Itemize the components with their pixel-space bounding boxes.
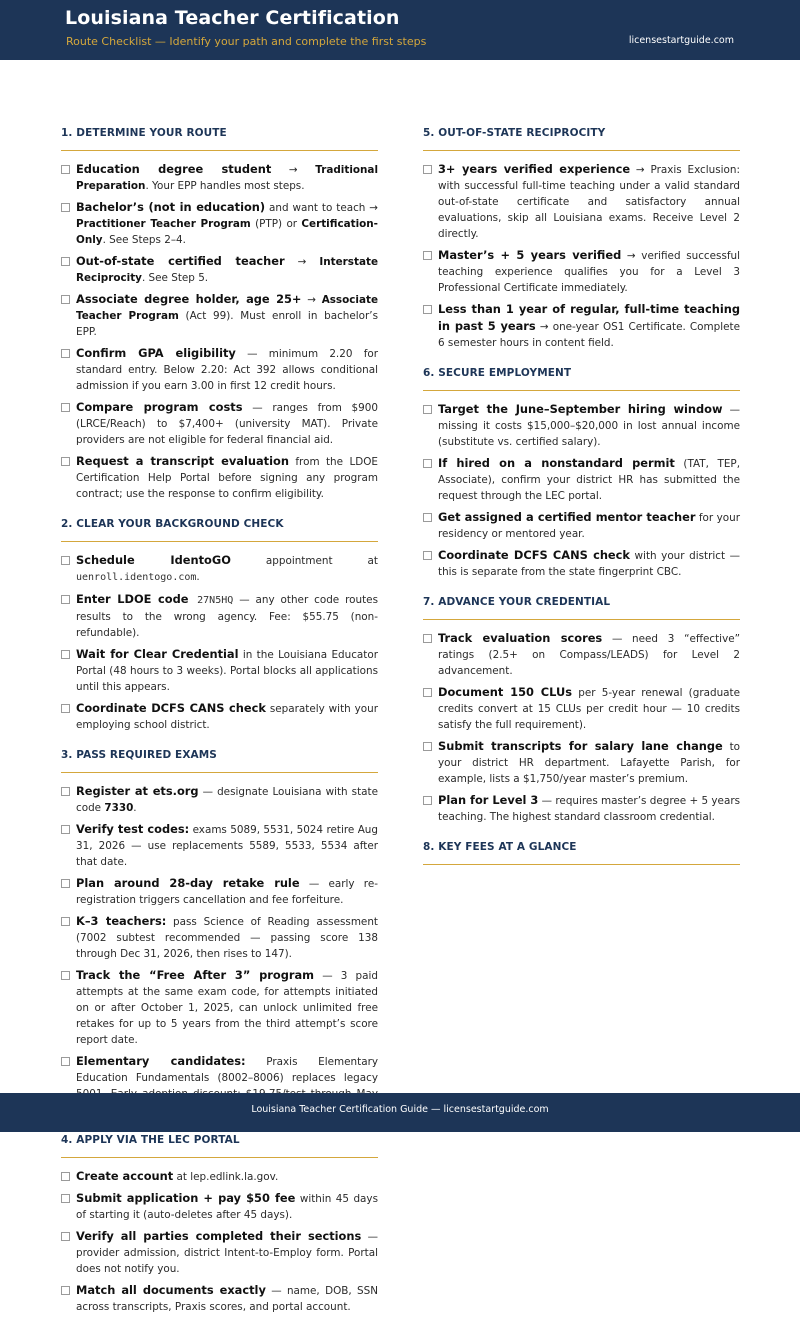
item-text: to your district HR department. Lafayette Parish, for example, lists a $1,750/year master’s premium.: [438, 741, 740, 785]
checkbox-icon[interactable]: [61, 1057, 70, 1066]
checkbox-icon[interactable]: [61, 1194, 70, 1203]
item-title: Get assigned a certified mentor teacher: [438, 510, 696, 524]
page-header: [0, 0, 800, 60]
item-title: Plan for Level 3: [438, 793, 539, 807]
item-text: and want to teach →: [265, 202, 379, 214]
section-heading: 6. SECURE EMPLOYMENT: [423, 356, 740, 391]
item-title: Out-of-state certified teacher: [76, 254, 285, 268]
item-title: If hired on a nonstandard permit: [438, 456, 675, 470]
item-text: . See Step 5.: [141, 272, 209, 284]
item-title: Wait for Clear Credential: [76, 647, 239, 661]
checkbox-icon[interactable]: [61, 971, 70, 980]
item-text: .: [196, 571, 200, 583]
item-text: with your district — this is separate from the state fingerprint CBC.: [438, 550, 740, 578]
left-column: [61, 118, 378, 1320]
item-code: 27N5HQ: [188, 595, 234, 606]
item-title: Target the June–September hiring window: [438, 402, 723, 416]
item-title: Create account: [76, 1169, 174, 1183]
checklist-item: [61, 345, 378, 394]
item-emphasis: Interstate Reciprocity: [76, 256, 378, 284]
item-text: → one-year OS1 Certificate. Complete 6 semester hours in content field.: [438, 321, 741, 349]
checklist-item: [61, 967, 378, 1048]
section-heading: 8. KEY FEES AT A GLANCE: [423, 830, 740, 865]
item-title: Associate degree holder, age 25+: [76, 292, 302, 306]
item-title: Plan around 28-day retake rule: [76, 876, 300, 890]
item-text: separately with your employing school district.: [76, 703, 378, 731]
checklist-item: [61, 783, 378, 816]
checklist-item: [423, 401, 740, 450]
right-column: [423, 118, 740, 875]
checkbox-icon[interactable]: [61, 1232, 70, 1241]
item-text: — any other code routes results to the wrong agency. Fee: $55.75 (non-refundable).: [76, 594, 378, 639]
checklist-item: [61, 875, 378, 908]
item-text: from the LDOE Certification Help Portal before signing any program contract; use the response to confirm eligibility.: [76, 456, 378, 500]
checkbox-icon[interactable]: [423, 634, 432, 643]
checkbox-icon[interactable]: [61, 295, 70, 304]
item-title: Elementary candidates:: [76, 1054, 246, 1068]
checkbox-icon[interactable]: [423, 551, 432, 560]
checklist-item: [61, 552, 378, 586]
checklist-item: [61, 700, 378, 733]
checkbox-icon[interactable]: [423, 305, 432, 314]
section-heading: 1. DETERMINE YOUR ROUTE: [61, 118, 378, 151]
item-text: for your residency or mentored year.: [438, 512, 740, 540]
item-text: .: [133, 802, 137, 814]
checkbox-icon[interactable]: [423, 513, 432, 522]
item-title: Verify all parties completed their sections: [76, 1229, 362, 1243]
item-text: — 3 paid attempts at the same exam code, for attempts initiated on or after October 1, 2025, can unlock unlimited free retakes for up to 5 years from the third attempt’s score report date.: [76, 970, 378, 1046]
item-title: Education degree student: [76, 162, 272, 176]
item-title: Enter LDOE code: [76, 592, 189, 606]
item-text: . Your EPP handles most steps.: [145, 180, 305, 192]
item-text: (PTP) or: [250, 218, 302, 230]
item-text: — early re-registration triggers cancellation and fee forfeiture.: [76, 878, 378, 906]
page-footer: Louisiana Teacher Certification Guide — licensestartguide.com: [0, 1093, 800, 1132]
item-text: in the Louisiana Educator Portal (48 hours to 3 weeks). Portal blocks all applications until this appears.: [76, 649, 378, 693]
checklist-item: [61, 646, 378, 695]
item-text: Praxis Elementary Education Fundamentals (8002–8006) replaces legacy: [76, 1056, 378, 1084]
checkbox-icon[interactable]: [61, 165, 70, 174]
item-text: within 45 days of starting it (auto-deletes after 45 days).: [76, 1193, 378, 1221]
section-heading: 2. CLEAR YOUR BACKGROUND CHECK: [61, 507, 378, 542]
section-heading: 5. OUT-OF-STATE RECIPROCITY: [423, 118, 740, 151]
item-text: →: [271, 164, 316, 176]
checkbox-icon[interactable]: [61, 457, 70, 466]
page-title: Louisiana Teacher Certification: [65, 7, 400, 29]
checkbox-icon[interactable]: [61, 1172, 70, 1181]
item-text: (TAT, TEP, Associate), confirm your district HR has submitted the request through the LEC portal.: [438, 458, 740, 502]
item-text: — minimum 2.20 for standard entry. Below 2.20: Act 392 allows conditional admission if you earn 3.00 in first 12 credit hours.: [76, 348, 378, 392]
item-text: pass Science of Reading assessment (7002 subtest recommended — passing score 138 through Dec 31, 2026, then rises to 147).: [76, 916, 378, 960]
item-text: — provider admission, district Intent-to-Employ form. Portal does not notify you.: [76, 1231, 378, 1275]
checklist-item: [61, 199, 378, 248]
item-title: Coordinate DCFS CANS check: [438, 548, 630, 562]
checklist-item: [61, 591, 378, 641]
checkbox-icon[interactable]: [423, 405, 432, 414]
checklist-item: [61, 253, 378, 286]
checkbox-icon[interactable]: [61, 704, 70, 713]
checkbox-icon[interactable]: [61, 825, 70, 834]
item-text: — ranges from $900 (LRCE/Reach) to $7,400+ (university MAT). Private providers are not eligible for federal financial aid.: [76, 402, 378, 446]
checklist-item: [61, 1168, 378, 1185]
item-text: at lep.edlink.la.gov.: [173, 1171, 279, 1183]
item-title: Verify test codes:: [76, 822, 190, 836]
item-title: Register at ets.org: [76, 784, 199, 798]
checklist-item: [423, 161, 740, 242]
checkbox-icon[interactable]: [61, 917, 70, 926]
item-text: (Act 99). Must enroll in bachelor’s EPP.: [76, 310, 379, 338]
item-text: →: [301, 294, 322, 306]
item-title: Request a transcript evaluation: [76, 454, 289, 468]
item-emphasis: Associate Teacher Program: [76, 294, 378, 322]
checkbox-icon[interactable]: [61, 650, 70, 659]
item-text: — missing it costs $15,000–$20,000 in lost annual income (substitute vs. certified salary).: [438, 404, 740, 448]
item-emphasis: Practitioner Teacher Program: [76, 218, 251, 230]
section-heading: 7. ADVANCE YOUR CREDENTIAL: [423, 585, 740, 620]
item-title: Schedule IdentoGO: [76, 553, 231, 567]
item-text: . See Steps 2–4.: [102, 234, 186, 246]
item-title: Match all documents exactly: [76, 1283, 266, 1297]
item-title: Track evaluation scores: [438, 631, 603, 645]
checkbox-icon[interactable]: [61, 595, 70, 604]
item-code: uenroll.identogo.com: [76, 572, 197, 583]
checklist-item: [423, 547, 740, 580]
item-title: Coordinate DCFS CANS check: [76, 701, 266, 715]
item-title: Submit transcripts for salary lane change: [438, 739, 723, 753]
item-text: per 5-year renewal (graduate credits convert at 15 CLUs per credit hour — 10 credits satisfy the full requirement).: [438, 687, 740, 731]
checklist-item: [61, 913, 378, 962]
checklist-item: [61, 399, 378, 448]
checkbox-icon[interactable]: [61, 556, 70, 565]
item-title: 3+ years verified experience: [438, 162, 631, 176]
item-text: — designate Louisiana with state code: [76, 786, 378, 814]
item-text: →: [284, 256, 320, 268]
checklist-item: [423, 684, 740, 733]
item-title: K–3 teachers:: [76, 914, 167, 928]
checkbox-icon[interactable]: [61, 257, 70, 266]
checkbox-icon[interactable]: [423, 796, 432, 805]
site-link[interactable]: licensestartguide.com: [628, 35, 734, 46]
checkbox-icon[interactable]: [61, 787, 70, 796]
item-text: appointment at: [230, 555, 378, 567]
item-text: exams 5089, 5531, 5024 retire Aug 31, 2026 — use replacements 5589, 5533, 5534 after that date.: [76, 824, 378, 868]
checklist-item: [61, 1282, 378, 1315]
checkbox-icon[interactable]: [423, 459, 432, 468]
checklist-item: [423, 630, 740, 679]
item-title: Master’s + 5 years verified: [438, 248, 622, 262]
item-title: Document 150 CLUs: [438, 685, 573, 699]
checkbox-icon[interactable]: [61, 349, 70, 358]
checklist-item: [61, 161, 378, 194]
item-title: Bachelor’s (not in education): [76, 200, 266, 214]
item-text: — name, DOB, SSN across transcripts, Praxis scores, and portal account.: [76, 1285, 378, 1313]
item-title: Track the “Free After 3” program: [76, 968, 315, 982]
checkbox-icon[interactable]: [423, 165, 432, 174]
item-title: Compare program costs: [76, 400, 243, 414]
checklist-item: [423, 301, 740, 351]
item-title: Submit application + pay $50 fee: [76, 1191, 296, 1205]
item-text: — requires master’s degree + 5 years teaching. The highest standard classroom credential.: [438, 795, 741, 823]
checkbox-icon[interactable]: [61, 1286, 70, 1295]
checklist-item: [423, 792, 740, 825]
checkbox-icon[interactable]: [61, 403, 70, 412]
checkbox-icon[interactable]: [61, 203, 70, 212]
checklist-item: [61, 291, 378, 340]
checklist-item: [423, 738, 740, 787]
checklist-item: [423, 247, 740, 296]
item-emphasis: Certification-Only: [76, 218, 378, 246]
item-emphasis: 7330: [104, 802, 134, 814]
page-subtitle: Route Checklist — Identify your path and complete the first steps: [66, 35, 427, 48]
checkbox-icon[interactable]: [423, 251, 432, 260]
section-heading: 4. APPLY VIA THE LEC PORTAL: [61, 1123, 378, 1158]
item-text: — need 3 “effective” ratings (2.5+ on Compass/LEADS) for Level 2 advancement.: [438, 633, 740, 677]
checklist-item: [423, 509, 740, 542]
item-text: → Praxis Exclusion: with successful full-time teaching under a valid standard out-of-state certificate and satisfactory annual evaluations, skip all Louisiana exams. Receive Level 2 directly.: [438, 164, 740, 240]
item-emphasis: Traditional Preparation: [76, 164, 378, 192]
checkbox-icon[interactable]: [61, 879, 70, 888]
checklist-item: [423, 455, 740, 504]
section-heading: 3. PASS REQUIRED EXAMS: [61, 738, 378, 773]
checklist-item: [61, 1190, 378, 1223]
checklist-item: [61, 821, 378, 870]
checklist-item: [61, 1228, 378, 1277]
checkbox-icon[interactable]: [423, 688, 432, 697]
item-title: Less than 1 year of regular, full-time teaching in past 5 years: [438, 302, 740, 333]
item-text: → verified successful teaching experience qualifies you for a Level 3 Professional Certificate immediately.: [438, 250, 740, 294]
checklist-item: [61, 453, 378, 502]
checkbox-icon[interactable]: [423, 742, 432, 751]
item-title: Confirm GPA eligibility: [76, 346, 236, 360]
